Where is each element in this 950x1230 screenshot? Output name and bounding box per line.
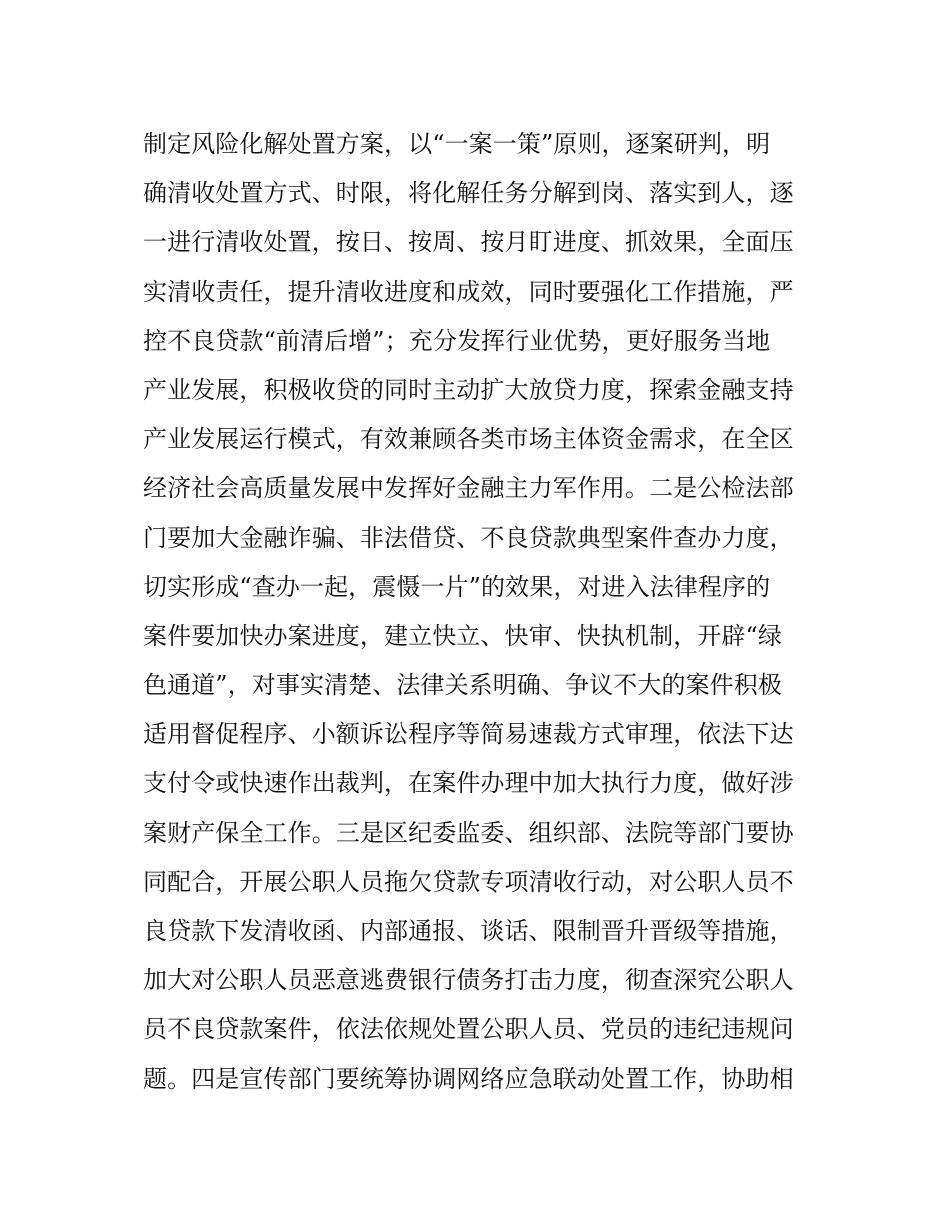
- text-line: 员不良贷款案件，依法依规处置公职人员、党员的违纪违规问: [143, 1015, 794, 1044]
- text-line: 同配合，开展公职人员拖欠贷款专项清收行动，对公职人员不: [143, 867, 794, 896]
- text-line: 一进行清收处置，按日、按周、按月盯进度、抓效果，全面压: [143, 228, 794, 257]
- text-line: 案财产保全工作。三是区纪委监委、组织部、法院等部门要协: [143, 818, 794, 847]
- text-line: 制定风险化解处置方案，以“一案一策”原则，逐案研判，明: [143, 130, 771, 158]
- text-line: 加大对公职人员恶意逃费银行债务打击力度，彻查深究公职人: [143, 966, 794, 995]
- text-line: 题。四是宣传部门要统筹协调网络应急联动处置工作，协助相: [143, 1064, 794, 1093]
- text-line: 切实形成“查办一起，震慑一片”的效果，对进入法律程序的: [143, 572, 771, 601]
- body-text: [143, 120, 823, 1104]
- text-line: 支付令或快速作出裁判，在案件办理中加大执行力度，做好涉: [143, 769, 794, 798]
- text-line: 实清收责任，提升清收进度和成效，同时要强化工作措施，严: [143, 277, 794, 306]
- text-line: 控不良贷款“前清后增”；充分发挥行业优势，更好服务当地: [143, 326, 771, 355]
- text-line: 产业发展运行模式，有效兼顾各类市场主体资金需求，在全区: [143, 425, 794, 454]
- text-line: 经济社会高质量发展中发挥好金融主力军作用。二是公检法部: [143, 474, 794, 503]
- text-line: 门要加大金融诈骗、非法借贷、不良贷款典型案件查办力度，: [143, 523, 794, 552]
- text-line: 确清收处置方式、时限，将化解任务分解到岗、落实到人，逐: [143, 179, 794, 208]
- text-line: 产业发展，积极收贷的同时主动扩大放贷力度，探索金融支持: [143, 375, 794, 404]
- text-line: 良贷款下发清收函、内部通报、谈话、限制晋升晋级等措施，: [143, 917, 794, 945]
- text-line: 色通道”，对事实清楚、法律关系明确、争议不大的案件积极: [143, 671, 782, 700]
- text-line: 案件要加快办案进度，建立快立、快审、快执机制，开辟“绿: [143, 621, 782, 650]
- text-line: 适用督促程序、小额诉讼程序等简易速裁方式审理，依法下达: [143, 720, 794, 749]
